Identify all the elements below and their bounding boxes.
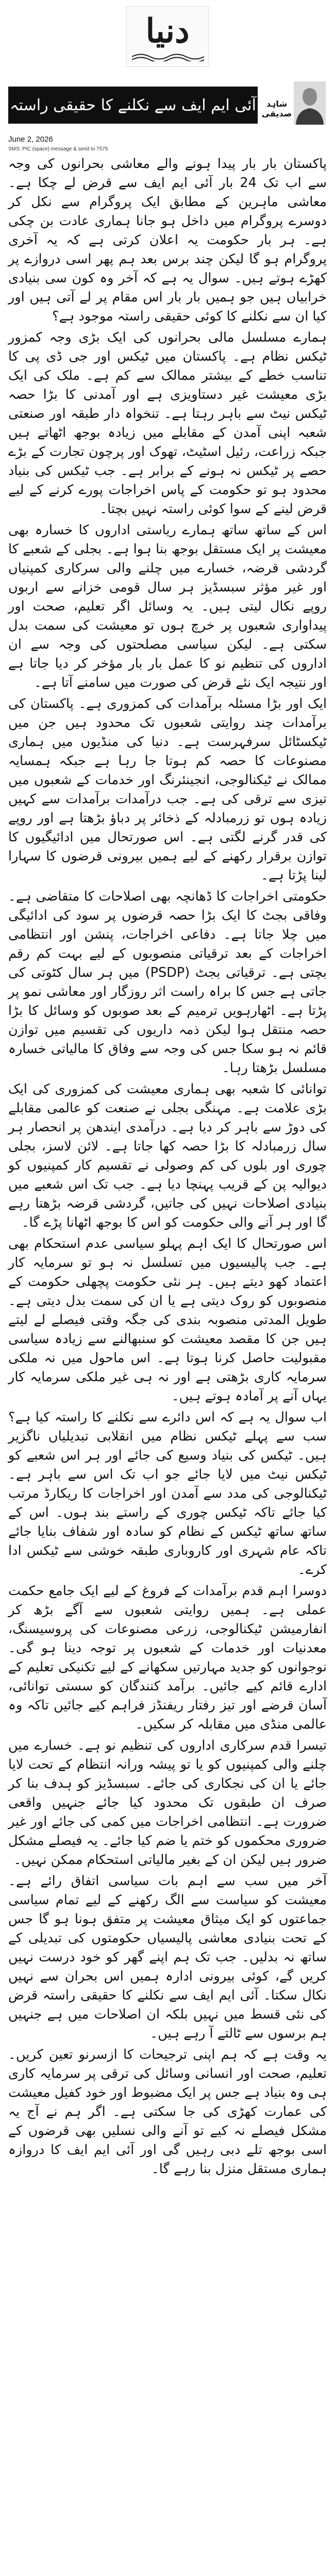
article-paragraph: اب سوال یہ ہے کہ اس دائرے سے نکلنے کا راستہ کیا ہے؟ سب سے پہلے ٹیکس نظام میں انقلابی تبدیلیاں ناگزیر ہیں۔ ٹیکس کی بنیاد وسیع کی جائے اور ہر اس شعبے کو ٹیکس نیٹ میں لایا جائے جو اب تک اس سے باہر ہے۔ ٹیکنالوجی کی مدد سے آمدن اور اخراجات کا ریکارڈ مرتب کیا جائے تاکہ ٹیکس چوری کے راستے بند ہوں۔ اس کے ساتھ ساتھ ٹیکس کے نظام کو سادہ اور شفاف بنایا جائے تاکہ عام شہری اور کاروباری طبقہ خوشی سے ٹیکس ادا کرے۔ — [8, 1410, 327, 1578]
article-paragraph: اس صورتحال کا ایک اہم پہلو سیاسی عدم استحکام بھی ہے۔ جب پالیسیوں میں تسلسل نہ ہو تو سرمایہ کار اعتماد کھو دیتے ہیں۔ ہر نئی حکومت پچھلی حکومت کے منصوبوں کو روک دیتی ہے یا ان کی سمت بدل دیتی ہے۔ طویل المدتی منصوبہ بندی کی جگہ وقتی فیصلے لے لیتے ہیں جن کا مقصد معیشت کو سنبھالنے سے زیادہ سیاسی مقبولیت حاصل کرنا ہوتا ہے۔ اس ماحول میں نہ ملکی سرمایہ کاری بڑھتی ہے اور نہ ہی غیر ملکی سرمایہ کار یہاں آنے پر آمادہ ہوتے ہیں۔ — [8, 1236, 327, 1404]
article-paragraph: ایک اور بڑا مسئلہ برآمدات کی کمزوری ہے۔ پاکستان کی برآمدات چند روایتی شعبوں تک محدود ہیں جن میں ٹیکسٹائل سرفہرست ہے۔ دنیا کی منڈیوں میں ہماری مصنوعات کا حصہ کم ہوتا جا رہا ہے جبکہ ہمسایہ ممالک نے ٹیکنالوجی، انجینئرنگ اور خدمات کے شعبوں میں تیزی سے ترقی کی ہے۔ جب درآمدات برآمدات سے کہیں زیادہ ہوں تو زرمبادلہ کے ذخائر پر دباؤ بڑھتا ہے اور روپے کی قدر گرنے لگتی ہے۔ اس صورتحال میں ادائیگیوں کا توازن برقرار رکھنے کے لیے ہمیں بیرونی قرضوں کا سہارا لینا پڑتا ہے۔ — [8, 696, 327, 883]
article-body — [8, 155, 327, 2181]
column-header — [0, 77, 335, 134]
column-title-band — [8, 87, 258, 124]
newspaper-logo — [126, 6, 209, 67]
article-paragraph: دوسرا اہم قدم برآمدات کے فروغ کے لیے ایک جامع حکمت عملی ہے۔ ہمیں روایتی شعبوں سے آگے بڑھ کر انفارمیشن ٹیکنالوجی، زرعی مصنوعات کی پروسیسنگ، معدنیات اور خدمات کے شعبوں پر توجہ دینا ہو گی۔ نوجوانوں کو جدید مہارتیں سکھانے کے لیے تکنیکی تعلیم کے ادارے قائم کیے جائیں۔ برآمد کنندگان کو سستی توانائی، آسان قرضے اور تیز رفتار ریفنڈز فراہم کیے جائیں تاکہ وہ عالمی منڈی میں مقابلہ کر سکیں۔ — [8, 1583, 327, 1732]
column-title: آئی ایم ایف سے نکلنے کا حقیقی راستہ — [10, 96, 256, 114]
sms-line: SMS: PIC (space) message & send to 7575 — [8, 146, 108, 152]
publish-date: June 2, 2026 — [8, 135, 53, 144]
article-paragraph: توانائی کا شعبہ بھی ہماری معیشت کی کمزوری کی ایک بڑی علامت ہے۔ مہنگی بجلی نے صنعت کو عالمی مقابلے کی دوڑ سے باہر کر دیا ہے۔ درآمدی ایندھن پر انحصار ہر سال زرمبادلہ کا بڑا حصہ کھا جاتا ہے۔ لائن لاسز، بجلی چوری اور بلوں کی کم وصولی نے تقسیم کار کمپنیوں کو دیوالیہ پن کے قریب پہنچا دیا ہے۔ جب تک اس شعبے میں بنیادی اصلاحات نہیں کی جاتیں، گردشی قرضہ بڑھتا رہے گا اور ہر آنے والی حکومت کو اس کا بوجھ اٹھانا پڑے گا۔ — [8, 1081, 327, 1230]
article-paragraph: اس کے ساتھ ساتھ ہمارے ریاستی اداروں کا خسارہ بھی معیشت پر ایک مستقل بوجھ بنا ہوا ہے۔ بجلی کے شعبے کا گردشی قرضہ، خسارے میں چلنے والی سرکاری کمپنیاں اور غیر مؤثر سبسڈیز ہر سال قومی خزانے سے اربوں روپے نکال لیتی ہیں۔ یہ وسائل اگر تعلیم، صحت اور پیداواری شعبوں پر خرچ ہوں تو معیشت کی سمت بدل سکتی ہے۔ لیکن سیاسی مصلحتوں کی وجہ سے ان اداروں کی تنظیم نو کا عمل بار بار مؤخر کر دیا جاتا ہے اور نتیجہ ایک نئے قرض کی صورت میں سامنے آتا ہے۔ — [8, 522, 327, 690]
article-paragraph: یہ وقت ہے کہ ہم اپنی ترجیحات کا ازسرنو تعین کریں۔ تعلیم، صحت اور انسانی وسائل کی ترقی پر سرمایہ کاری ہی وہ بنیاد ہے جس پر ایک مضبوط اور خود کفیل معیشت کی عمارت کھڑی کی جا سکتی ہے۔ اگر ہم نے آج یہ مشکل فیصلے نہ کیے تو آنے والی نسلیں بھی قرضوں کے اسی بوجھ تلے دبی رہیں گی اور آئی ایم ایف کا دروازہ ہماری مستقل منزل بنا رہے گا۔ — [8, 2047, 327, 2177]
logo-text: دنیا — [145, 12, 190, 50]
logo-wave-icon — [132, 52, 204, 61]
article-paragraph: تیسرا قدم سرکاری اداروں کی تنظیم نو ہے۔ خسارے میں چلنے والی کمپنیوں کو یا تو پیشہ ورانہ انتظام کے تحت لایا جائے یا ان کی نجکاری کی جائے۔ سبسڈیز کو ہدف بنا کر صرف ان طبقوں تک محدود کیا جائے جنہیں واقعی ضرورت ہے۔ انتظامی اخراجات میں کمی کی جائے اور غیر ضروری محکموں کو ختم یا ضم کیا جائے۔ یہ فیصلے مشکل ضرور ہیں لیکن ان کے بغیر مالیاتی استحکام ممکن نہیں۔ — [8, 1738, 327, 1868]
author-name: شاہد صدیقی — [261, 99, 292, 118]
article-paragraph: ہمارے مسلسل مالی بحرانوں کی ایک بڑی وجہ کمزور ٹیکس نظام ہے۔ پاکستان میں ٹیکس اور جی ڈی پی کا تناسب خطے کے بیشتر ممالک سے کم ہے۔ ملک کی ایک بڑی معیشت غیر دستاویزی ہے اور آمدنی کا بڑا حصہ ٹیکس نیٹ سے باہر رہتا ہے۔ تنخواہ دار طبقہ اور صنعتی شعبہ اپنی آمدن کے مقابلے میں زیادہ بوجھ اٹھاتے ہیں جبکہ زراعت، رئیل اسٹیٹ، تھوک اور پرچون تجارت کے بڑے حصے پر ٹیکس نہ ہونے کے برابر ہے۔ جب ٹیکس کی بنیاد محدود ہو تو حکومت کے پاس اخراجات پورے کرنے کے لیے قرض لینے کے سوا کوئی راستہ نہیں بچتا۔ — [8, 330, 327, 517]
article-paragraph: آخر میں سب سے اہم بات سیاسی اتفاق رائے ہے۔ معیشت کو سیاست سے الگ رکھنے کے لیے تمام سیاسی جماعتوں کو ایک میثاق معیشت پر متفق ہونا ہو گا جس کے تحت بنیادی معاشی پالیسیاں حکومتوں کی تبدیلی کے ساتھ نہ بدلیں۔ جب تک ہم اپنے گھر کو خود درست نہیں کریں گے، کوئی بیرونی ادارہ ہمیں اس بحران سے نہیں نکال سکتا۔ آئی ایم ایف سے نکلنے کا حقیقی راستہ قرض کی نئی قسط میں نہیں بلکہ ان اصلاحات میں ہے جنہیں ہم برسوں سے ٹالتے آ رہے ہیں۔ — [8, 1873, 327, 2041]
article-paragraph: پاکستان بار بار پیدا ہونے والے معاشی بحرانوں کی وجہ سے اب تک 24 بار آئی ایم ایف سے قرض لے چکا ہے۔ معاشی ماہرین کے مطابق ایک پروگرام سے نکل کر دوسرے پروگرام میں داخل ہو جانا ہماری عادت بن چکی ہے۔ ہر بار حکومت یہ اعلان کرتی ہے کہ یہ آخری پروگرام ہو گا لیکن چند برس بعد ہم پھر اسی دروازے پر کھڑے ہوتے ہیں۔ سوال یہ ہے کہ آخر وہ کون سی بنیادی خرابیاں ہیں جو ہمیں بار بار اس مقام پر لے آتی ہیں اور کیا ان سے نکلنے کا کوئی حقیقی راستہ موجود ہے؟ — [8, 156, 327, 324]
masthead — [0, 0, 335, 77]
author-photo-icon — [294, 81, 326, 125]
author-box — [261, 81, 328, 132]
author-photo — [294, 81, 326, 125]
article-paragraph: حکومتی اخراجات کا ڈھانچہ بھی اصلاحات کا متقاضی ہے۔ وفاقی بجٹ کا ایک بڑا حصہ قرضوں پر سود کی ادائیگی میں چلا جاتا ہے۔ دفاعی اخراجات، پنشن اور انتظامی اخراجات کے بعد ترقیاتی منصوبوں کے لیے بہت کم رقم بچتی ہے۔ ترقیاتی بجٹ (PSDP) میں ہر سال کٹوتی کی جاتی ہے جس کا براہ راست اثر روزگار اور معاشی نمو پر پڑتا ہے۔ اٹھارہویں ترمیم کے بعد صوبوں کو وسائل کا بڑا حصہ منتقل ہوا لیکن ذمہ داریوں کی تقسیم میں توازن قائم نہ ہو سکا جس کی وجہ سے وفاق کا مالیاتی خسارہ مسلسل بڑھتا رہا۔ — [8, 889, 327, 1076]
